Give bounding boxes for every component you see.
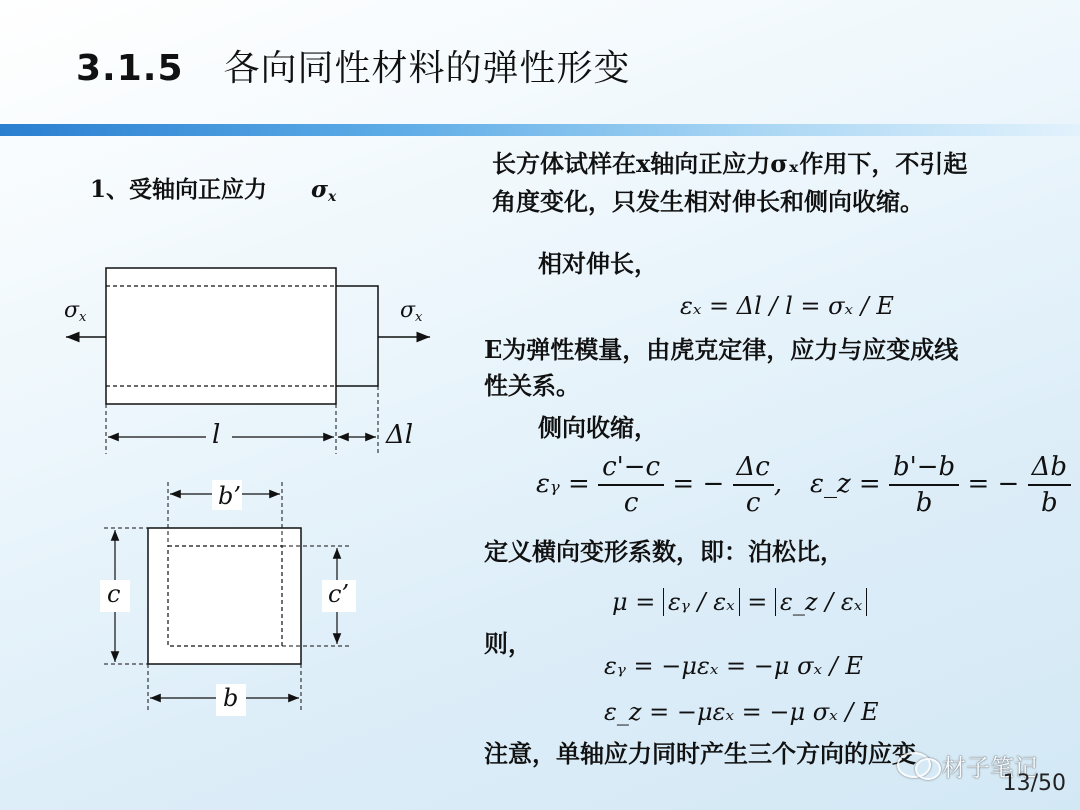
elongation-label: 相对伸长，	[538, 249, 658, 278]
left-subtitle	[90, 176, 336, 206]
subtitle-sigma: σx	[311, 176, 337, 206]
sigma-right-label: σx	[400, 298, 423, 325]
contraction-label: 侧向收缩，	[538, 413, 658, 442]
modulus-line-1: E为弹性模量，由虎克定律，应力与应变成线	[484, 335, 959, 364]
eq-then-y: εᵧ = −μεₓ = −μ σₓ / E	[604, 652, 863, 680]
modulus-line-2: 性关系。	[484, 371, 580, 400]
then-label: 则，	[484, 629, 532, 658]
watermark: 材子笔记	[942, 754, 1038, 782]
intro-line-1: 长方体试样在x轴向正应力σₓ作用下，不引起	[492, 149, 968, 178]
eq-poisson: μ = εᵧ / εₓ = ε_z / εₓ	[612, 588, 867, 616]
c-prime-label: c’	[328, 580, 350, 608]
eq-elongation: εₓ = Δl / l = σₓ / E	[680, 292, 894, 320]
eq-strain-y: εᵧ = $\frac{c'-c}{c}$ = − $\frac{\Delta c}{c}$ ,	[536, 452, 783, 518]
note-text: 注意，单轴应力同时产生三个方向的应变	[484, 739, 916, 768]
section-number: 3.1.5	[76, 48, 184, 89]
length-label: l	[212, 420, 221, 450]
intro-line-2: 角度变化，只发生相对伸长和侧向收缩。	[492, 187, 924, 216]
b-prime-label: b’	[218, 482, 241, 510]
b-label: b	[223, 684, 239, 712]
title-text: 各向同性材料的弹性形变	[223, 48, 631, 89]
cross-section-original	[148, 528, 301, 664]
page-number: 13/50	[1002, 771, 1066, 796]
poisson-label: 定义横向变形系数，即：泊松比，	[484, 537, 844, 566]
delta-l-label: Δl	[386, 420, 414, 450]
elongated-extension	[336, 286, 378, 386]
wechat-icon-bubble	[915, 758, 941, 780]
eq-then-z: ε_z = −μεₓ = −μ σₓ / E	[604, 698, 879, 726]
c-label: c	[107, 580, 121, 608]
eq-strain-z: ε_z = $\frac{b'-b}{b}$ = − $\frac{\Delta b}{b}$	[810, 452, 1071, 518]
sigma-left-label: σx	[64, 298, 87, 325]
subtitle-text: 1、受轴向正应力	[90, 176, 268, 203]
slide-title	[76, 40, 631, 91]
original-bar	[106, 268, 336, 404]
title-divider	[0, 124, 1080, 136]
